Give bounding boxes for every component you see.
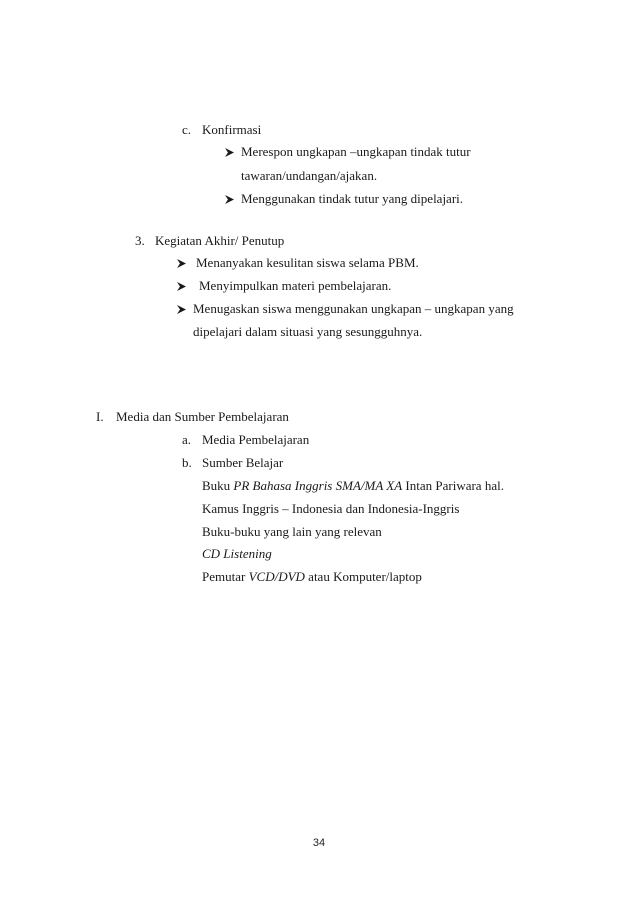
penutup-bullet-2: Menyimpulkan materi pembelajaran. <box>199 278 392 293</box>
list-marker-3: 3. <box>135 233 145 248</box>
page-number: 34 <box>312 837 326 849</box>
arrow-bullet-icon <box>176 281 187 292</box>
konfirmasi-bullet-2: Menggunakan tindak tutur yang dipelajari. <box>241 191 464 206</box>
penutup-bullet-3-line-2: dipelajari dalam situasi yang sesungguhnya. <box>193 324 423 339</box>
source-item-3: Buku-buku yang lain yang relevan <box>202 524 382 539</box>
penutup-bullet-3-line-1: Menugaskan siswa menggunakan ungkapan – ungkapan yang <box>193 301 514 316</box>
list-marker-b: b. <box>182 455 192 470</box>
konfirmasi-bullet-1-line-1: Merespon ungkapan –ungkapan tindak tutur <box>241 144 471 159</box>
list-marker-a: a. <box>182 432 192 447</box>
section-marker-I: I. <box>96 409 104 424</box>
source-item-5: Pemutar VCD/DVD atau Komputer/laptop <box>202 569 422 584</box>
konfirmasi-heading: Konfirmasi <box>202 122 262 137</box>
media-sumber-heading: Media dan Sumber Pembelajaran <box>116 409 289 424</box>
source-item-4: CD Listening <box>202 546 272 561</box>
konfirmasi-bullet-1-line-2: tawaran/undangan/ajakan. <box>241 168 378 183</box>
arrow-bullet-icon <box>176 258 187 269</box>
list-marker-c: c. <box>182 122 192 137</box>
penutup-bullet-1: Menanyakan kesulitan siswa selama PBM. <box>196 255 419 270</box>
arrow-bullet-icon <box>176 304 187 315</box>
sumber-belajar-label: Sumber Belajar <box>202 455 284 470</box>
kegiatan-akhir-heading: Kegiatan Akhir/ Penutup <box>155 233 285 248</box>
source-item-1: Buku PR Bahasa Inggris SMA/MA XA Intan Pariwara hal. <box>202 478 504 493</box>
source-item-2: Kamus Inggris – Indonesia dan Indonesia-Inggris <box>202 501 460 516</box>
media-pembelajaran-label: Media Pembelajaran <box>202 432 310 447</box>
arrow-bullet-icon <box>224 194 235 205</box>
arrow-bullet-icon <box>224 147 235 158</box>
